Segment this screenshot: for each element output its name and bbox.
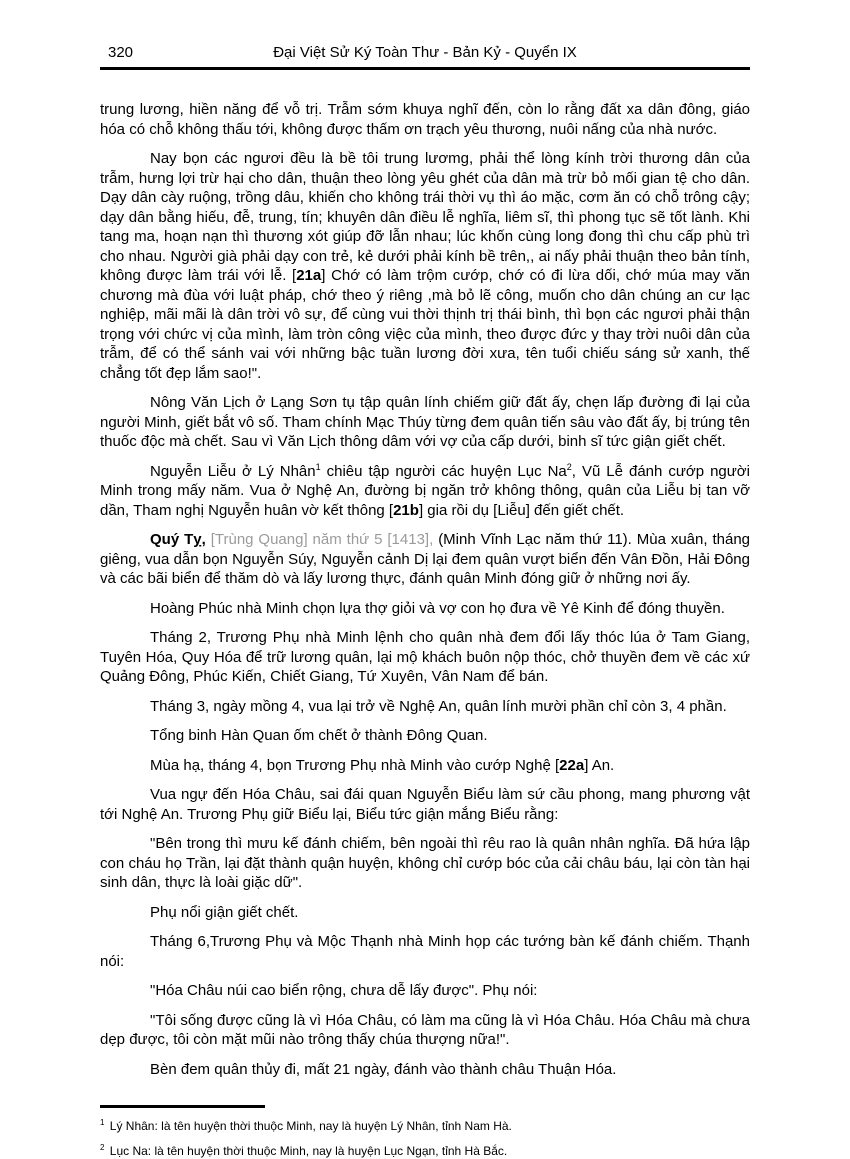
text-run: Nay bọn các ngươi đều là bề tôi trung lươmg, phải thể lòng kính trời thương dân của trẫm, hưng lợi trừ hại cho dân, thuận theo lòng yêu ghét của dân mà trừ bỏ mối gian tệ cho dân. Dạy dân cày ruộng, trồng dâu, khiến cho không trái thời vụ thì áo mặc, cơm ăn có chỗ trông cậy; dạy dân bằng hiếu, đễ, trung, tín; khuyên dân điều lễ nghĩa, liêm sĩ, thì phong tục sẽ tốt lành. Khi tang ma, hoạn nạn thì thương xót giúp đỡ lẫn nhau; lúc khốn cùng long đong thì chu cấp phù trì cho nhau. Người già phải dạy con trẻ, kẻ dưới phải kính bề trên,, ai nấy phải thuận theo bản tính, không được làm trái với lễ. [ — [100, 150, 750, 284]
text-run: Tháng 6,Trương Phụ và Mộc Thạnh nhà Minh họp các tướng bàn kế đánh chiếm. Thạnh nói: — [100, 933, 750, 970]
text-run: ] An. — [584, 756, 615, 774]
paragraph — [100, 100, 750, 139]
page-title: Đại Việt Sử Ký Toàn Thư - Bản Kỷ - Quyển IX — [273, 44, 577, 61]
text-run: Mùa hạ, tháng 4, bọn Trương Phụ nhà Minh vào cướp Nghệ [ — [150, 756, 560, 774]
text-run: Nguyễn Liễu ở Lý Nhân — [150, 462, 316, 480]
footnote-text: Lục Na: là tên huyện thời thuộc Minh, nay là huyện Lục Ngạn, tỉnh Hà Bắc. — [106, 1144, 508, 1158]
paragraph — [100, 785, 750, 824]
paragraph — [100, 1011, 750, 1050]
bold-text: 21a — [296, 267, 322, 284]
footnote-separator — [100, 1105, 265, 1108]
text-run: chiêu tập người các huyện Lục Na — [320, 462, 567, 480]
text-run: "Tôi sống được cũng là vì Hóa Châu, có làm ma cũng là vì Hóa Châu. Hóa Châu mà chưa dẹp được, tôi còn mặt mũi nào trông thấy chúa thượng nữa!". — [100, 1011, 750, 1048]
paragraph — [100, 628, 750, 687]
paragraph — [100, 149, 750, 383]
text-run: (Minh Vĩnh Lạc năm thứ 11). Mùa xuân, tháng giêng, vua dẫn bọn Nguyễn Súy, Nguyễn cảnh Dị lại đem quân vượt biển đến Vân Đồn, Hải Đông và các bãi biển để thăm dò và lấy lương thực, đánh quân Minh đóng giữ ở những nơi ấy. — [100, 531, 750, 587]
footnote — [100, 1143, 750, 1159]
text-run: Tháng 2, Trương Phụ nhà Minh lệnh cho quân nhà đem đổi lấy thóc lúa ở Tam Giang, Tuyên Hóa, Quy Hóa để trữ lương quân, lại mộ khách buôn nộp thóc, chở thuyền đem về các xứ Quảng Đông, Phúc Kiến, Chiết Giang, Tứ Xuyên, Vân Nam để bán. — [100, 629, 750, 685]
footnote-marker: 2 — [100, 1143, 105, 1152]
text-run: Hoàng Phúc nhà Minh chọn lựa thợ giỏi và vợ con họ đưa về Yê Kinh để đóng thuyền. — [150, 599, 725, 617]
text-run: Vua ngự đến Hóa Châu, sai đái quan Nguyễn Biểu làm sứ cầu phong, mang phương vật tới Nghệ An. Trương Phụ giữ Biểu lại, Biểu tức giận mắng Biểu rằng: — [100, 786, 750, 823]
text-run: Tháng 3, ngày mồng 4, vua lại trở về Nghệ An, quân lính mười phần chỉ còn 3, 4 phần. — [150, 697, 727, 715]
paragraph — [100, 981, 750, 1001]
text-run: Tổng binh Hàn Quan ốm chết ở thành Đông Quan. — [150, 727, 488, 744]
footnotes — [100, 1105, 750, 1159]
paragraph — [100, 697, 750, 717]
text-run: ] Chớ có làm trộm cướp, chớ có đi lừa dối, chớ múa may văn chương mà đùa với luật pháp, chớ theo ý riêng ,mà bỏ lẽ công, muốn cho dân chúng an cư lạc nghiệp, mãi mãi là dân trời vô sự, để cùng vui thời thịnh trị thái bình, thì bọn các ngươi phải thận trọng với chức vị của mình, làm tròn công việc của mình, theo được đức y thay trời nuôi dân của trẫm, để có thể sánh vai với những bậc tuần lương đời xưa, tên tuổi chiếu sáng sử xanh, thế chẳng tốt đẹp lắm sao!". — [100, 267, 750, 382]
page-number: 320 — [108, 44, 134, 61]
footnote-text: Lý Nhân: là tên huyện thời thuộc Minh, nay là huyện Lý Nhân, tỉnh Nam Hà. — [106, 1119, 512, 1133]
paragraph — [100, 834, 750, 893]
footnote-list — [100, 1118, 750, 1159]
paragraph — [100, 932, 750, 971]
text-run: "Hóa Châu núi cao biển rộng, chưa dễ lấy được". Phụ nói: — [150, 982, 538, 999]
text-run: ] gia rồi dụ [Liễu] đến giết chết. — [418, 501, 625, 519]
paragraph — [100, 462, 750, 521]
page-body — [100, 70, 750, 1079]
paragraph — [100, 599, 750, 619]
footnote-reference: 1 — [315, 461, 321, 472]
footnote — [100, 1118, 750, 1134]
text-run: trung lương, hiền năng để vỗ trị. Trẫm sớm khuya nghĩ đến, còn lo rằng đất xa dân đông, giáo hóa có chỗ không thấu tới, không được thấm ơn trạch yêu thương, nuôi nấng của nhà nước. — [100, 101, 750, 138]
text-run: Bèn đem quân thủy đi, mất 21 ngày, đánh vào thành châu Thuận Hóa. — [150, 1060, 617, 1078]
text-run: , Vũ Lễ đánh cướp người Minh trong mấy năm. Vua ở Nghệ An, đường bị ngăn trở không thông, quân của Liễu bị tan vỡ dần, Tham nghị Nguyễn huân vờ kết thông [ — [100, 462, 750, 519]
muted-text: [Trùng Quang] năm thứ 5 [1413], — [210, 531, 439, 548]
text-run: Phụ nổi giận giết chết. — [150, 903, 299, 921]
bold-text: Quý Tỵ, — [150, 531, 211, 548]
text-run: "Bên trong thì mưu kế đánh chiếm, bên ngoài thì rêu rao là quân nhân nghĩa. Đã hứa lập con cháu họ Trần, lại đặt thành quận huyện, không chỉ cướp bóc của cải châu báu, lại còn tàn hại sinh dân, thực là loài giặc dữ". — [100, 835, 750, 891]
page-header — [100, 0, 750, 70]
paragraph — [100, 903, 750, 923]
paragraph — [100, 530, 750, 589]
text-run: Nông Văn Lịch ở Lạng Sơn tụ tập quân lính chiếm giữ đất ấy, chẹn lấp đường đi lại của người Minh, giết bắt vô số. Tham chính Mạc Thúy từng đem quân tiến sâu vào đất ấy, bị trúng tên thuốc độc mà chết. Sau vì Văn Lịch thông dâm với vợ của cấp dưới, binh sĩ tức giận giết chết. — [100, 394, 750, 450]
bold-text: 22a — [559, 756, 585, 774]
footnote-reference: 2 — [566, 461, 572, 472]
paragraph — [100, 393, 750, 452]
footnote-marker: 1 — [100, 1118, 105, 1127]
paragraph — [100, 1060, 750, 1080]
paragraph — [100, 756, 750, 776]
bold-text: 21b — [393, 501, 419, 519]
paragraph — [100, 726, 750, 746]
